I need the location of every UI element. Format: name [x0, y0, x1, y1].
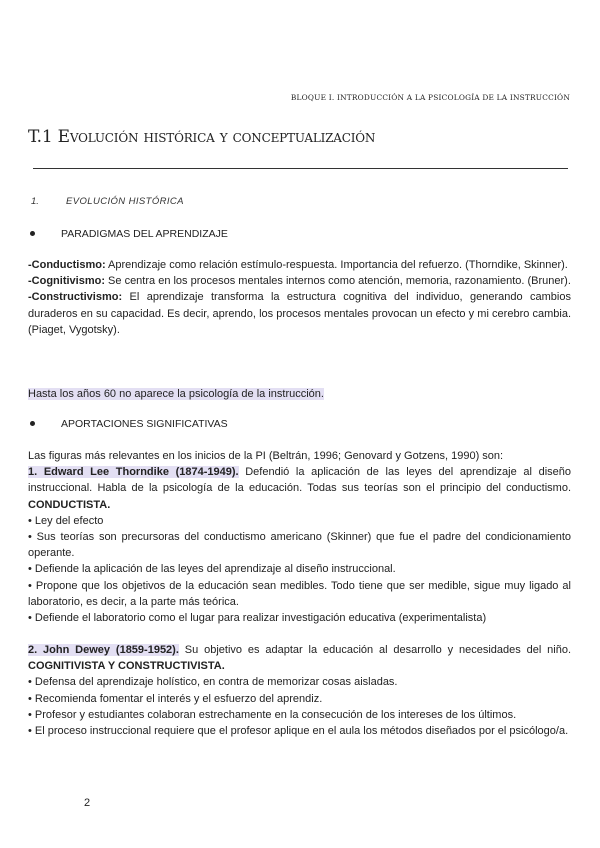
contributions-heading-row	[30, 418, 228, 430]
paradigm-conductismo	[28, 257, 571, 273]
section-number: 1.	[31, 196, 39, 207]
list-item: • Recomienda fomentar el interés y el esfuerzo del aprendiz.	[28, 692, 323, 705]
list-item: • Ley del efecto	[28, 514, 104, 527]
list-item: • Defensa del aprendizaje holístico, en contra de memorizar cosas aisladas.	[28, 676, 398, 689]
contributions-body	[28, 448, 571, 626]
paradigm-description: Se centra en los procesos mentales internos como atención, memoria, razonamiento. (Bruner).	[105, 275, 571, 288]
paradigms-heading: PARADIGMAS DEL APRENDIZAJE	[61, 228, 228, 240]
thorndike-description: Defendió la aplicación de las leyes del aprendizaje al diseño instruccional. Habla de la psicología de la educación. Todas sus teorías son el principio del conductismo.	[28, 466, 571, 495]
block-header: BLOQUE I. INTRODUCCIÓN A LA PSICOLOGÍA DE LA INSTRUCCIÓN	[290, 93, 570, 102]
list-item: • Propone que los objetivos de la educación sean medibles. Todo tiene que ser medible, sigue muy ligado al laboratorio, es decir, a la parte más teórica.	[28, 579, 571, 608]
highlighted-note: Hasta los años 60 no aparece la psicología de la instrucción.	[28, 388, 324, 400]
list-item: • Sus teorías son precursoras del conductismo americano (Skinner) que fue el padre del condicionamiento operante.	[28, 531, 571, 560]
dewey-name: 2. John Dewey (1859-1952).	[28, 644, 179, 656]
dewey-paragraph	[28, 642, 571, 674]
list-item: • Defiende la aplicación de las leyes del aprendizaje al diseño instruccional.	[28, 563, 396, 576]
contributions-intro: Las figuras más relevantes en los inicios de la PI (Beltrán, 1996; Genovard y Gotzens, 1990) son:	[28, 450, 504, 462]
contributions-heading: APORTACIONES SIGNIFICATIVAS	[61, 418, 228, 430]
dewey-description: Su objetivo es adaptar la educación al desarrollo y necesidades del niño.	[178, 644, 571, 656]
paradigm-description: Aprendizaje como relación estímulo-respuesta. Importancia del refuerzo. (Thorndike, Skinner).	[105, 259, 568, 271]
list-item: • Profesor y estudiantes colaboran estrechamente en la consecución de los intereses de los últimos.	[28, 708, 517, 721]
paradigms-heading-row	[30, 228, 228, 240]
page-number: 2	[84, 797, 91, 809]
dewey-tag: COGNITIVISTA Y CONSTRUCTIVISTA.	[28, 660, 225, 673]
thorndike-tag: CONDUCTISTA.	[28, 498, 111, 511]
list-item: • Defiende el laboratorio como el lugar para realizar investigación educativa (experimentalista)	[28, 612, 487, 625]
paradigm-description: El aprendizaje transforma la estructura cognitiva del individuo, generando cambios duraderos en su capacidad. Es decir, aprendo, los procesos mentales provocan un efecto y mi cerebro cambia. (Piaget, Vygotsky).	[28, 291, 571, 336]
section-title: EVOLUCIÓN HISTÓRICA	[66, 196, 184, 207]
thorndike-paragraph	[28, 464, 571, 513]
paradigm-label: -Cognitivismo:	[28, 275, 105, 288]
bullet-dot-icon	[30, 231, 35, 236]
highlight-note-row	[28, 386, 571, 402]
page-title: T.1 Evolución histórica y conceptualización	[28, 127, 376, 147]
paradigm-label: -Constructivismo:	[28, 291, 123, 304]
paradigm-label: -Conductismo:	[28, 259, 106, 271]
thorndike-name: 1. Edward Lee Thorndike (1874-1949).	[28, 466, 239, 479]
paradigms-body	[28, 257, 571, 338]
bullet-dot-icon	[30, 421, 35, 426]
title-divider	[33, 168, 568, 169]
list-item: • El proceso instruccional requiere que el profesor aplique en el aula los métodos diseñados por el psicólogo/a.	[28, 725, 569, 738]
dewey-body	[28, 642, 571, 739]
paradigm-cognitivismo	[28, 273, 571, 289]
paradigm-constructivismo	[28, 289, 571, 338]
